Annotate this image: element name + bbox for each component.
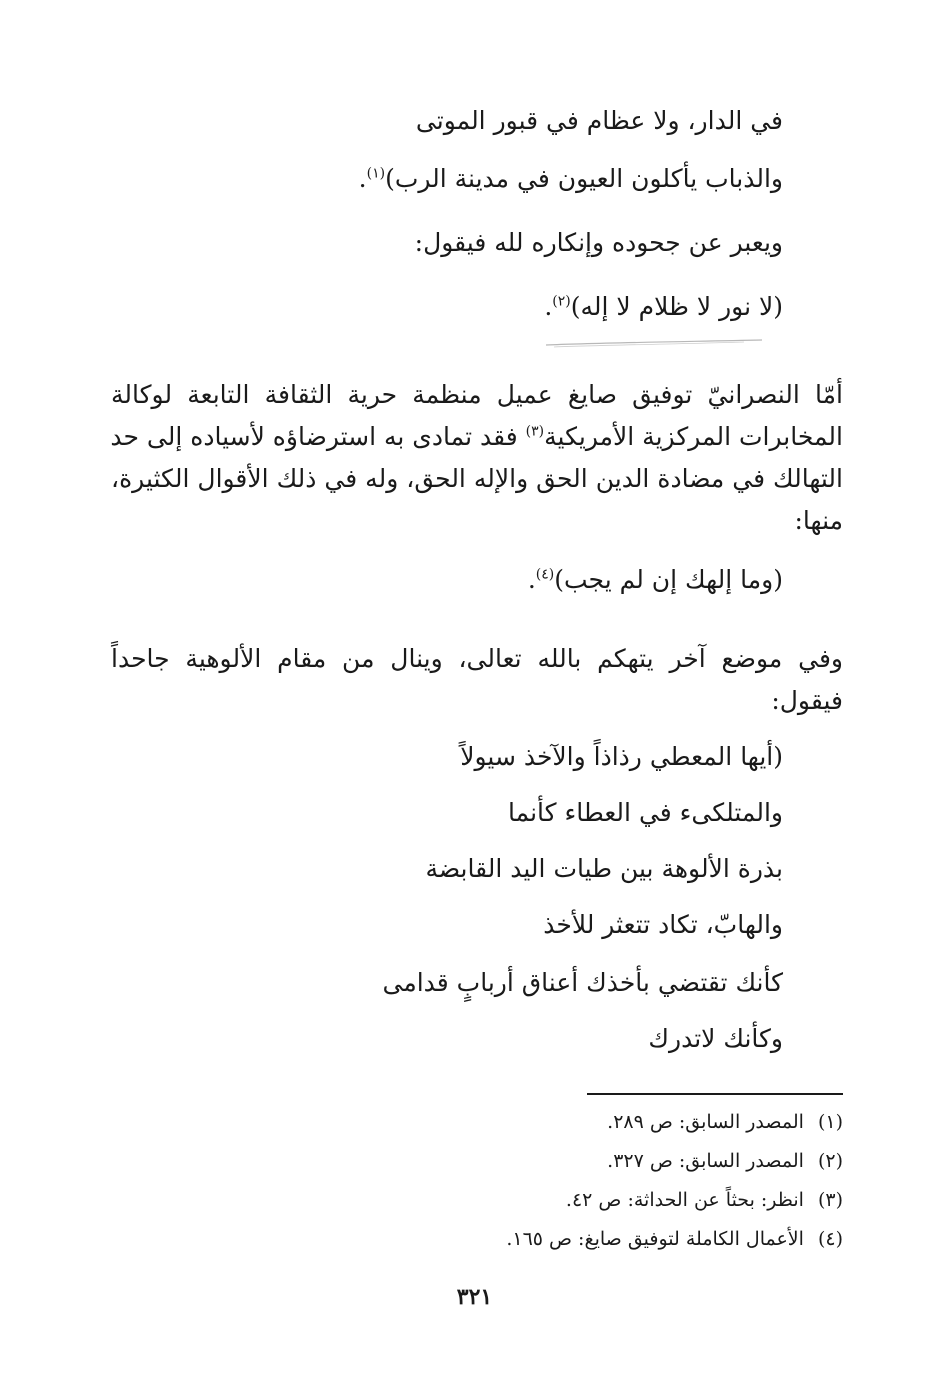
paragraph-line: فيقول: — [771, 686, 843, 715]
paragraph-line: التهالك في مضادة الدين الحق والإله الحق، وله في ذلك الأقوال الكثيرة، — [111, 464, 843, 493]
footnote-text: المصدر السابق: ص ٢٨٩. — [607, 1111, 804, 1133]
paragraph-line: أمّا النصرانيّ توفيق صايغ عميل منظمة حرية الثقافة التابعة لوكالة — [111, 380, 843, 409]
footnote — [607, 1108, 843, 1136]
poem-line: والمتلكىء في العطاء كأنما — [508, 798, 783, 827]
footnote-number: (٤) — [817, 1228, 843, 1250]
paragraph-line: منها: — [794, 506, 843, 535]
footnote-number: (٣) — [817, 1189, 843, 1211]
poem-line: في الدار، ولا عظام في قبور الموتى — [415, 106, 783, 135]
poem-line: بذرة الألوهة بين طيات اليد القابضة — [425, 854, 783, 883]
footnote-marker[interactable]: (٣) — [525, 423, 545, 440]
footnote-marker[interactable]: (١) — [366, 165, 386, 182]
footnote-text: انظر: بحثاً عن الحداثة: ص ٤٢. — [565, 1189, 804, 1211]
pencil-underline-mark — [544, 338, 764, 348]
footnote-marker[interactable]: (٤) — [535, 566, 555, 583]
quote-line: (وما إلهك إن لم يجب)$^{(٤)}$. — [527, 565, 783, 594]
poem-line: كأنك تقتضي بأخذك أعناق أربابٍ قدامى — [382, 968, 783, 997]
poem-line: ويعبر عن جحوده وإنكاره لله فيقول: — [414, 228, 783, 257]
poem-line: والهابّ، تكاد تتعثر للأخذ — [543, 910, 783, 939]
poem-line: وكأنك لاتدرك — [648, 1024, 783, 1053]
footnote — [566, 1186, 843, 1214]
footnote-marker[interactable]: (٢) — [552, 293, 571, 310]
poem-line: والذباب يأكلون العيون في مدينة الرب)$^{(١)}$. — [358, 164, 783, 193]
footnote-number: (٢) — [817, 1150, 843, 1172]
paragraph-line: وفي موضع آخر يتهكم بالله تعالى، وينال من مقام الألوهية جاحداً — [111, 644, 843, 673]
page-number: ٣٢١ — [456, 1284, 493, 1310]
footnote-text: المصدر السابق: ص ٣٢٧. — [607, 1150, 804, 1172]
footnote-number: (١) — [817, 1111, 843, 1133]
footnote — [607, 1147, 843, 1175]
footnote — [506, 1225, 843, 1253]
poem-line: (أيها المعطي رذاذاً والآخذ سيولاً — [460, 742, 783, 771]
poem-line: (لا نور لا ظلام لا إله)$^{(٢)}$. — [544, 292, 783, 321]
footnote-divider — [587, 1093, 843, 1095]
paragraph-line: المخابرات المركزية الأمريكية$^{(٣)}$ فقد تمادى به استرضاؤه لأسياده إلى حد — [110, 422, 843, 451]
footnote-text: الأعمال الكاملة لتوفيق صايغ: ص ١٦٥. — [506, 1228, 804, 1250]
